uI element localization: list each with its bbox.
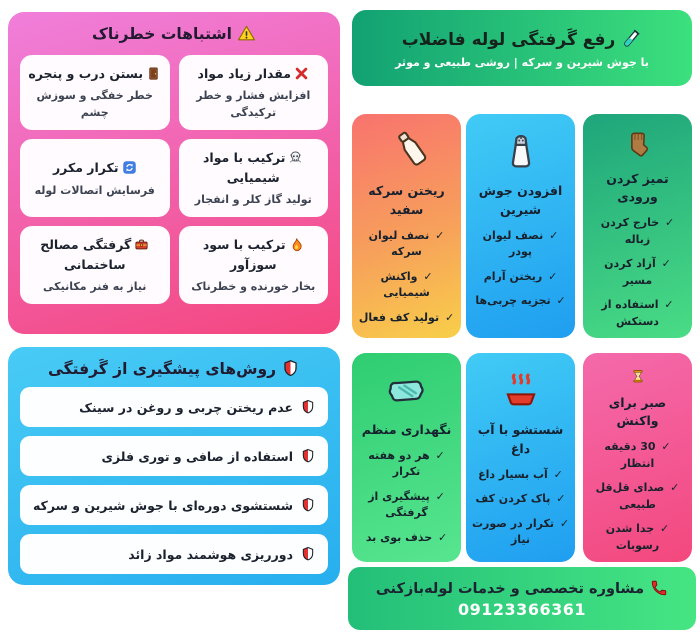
step-card-pour-vinegar — [352, 114, 461, 338]
warning-icon — [237, 24, 256, 43]
x-icon — [294, 66, 309, 81]
check-icon: ✓ — [553, 467, 563, 481]
glove-icon — [617, 130, 659, 160]
prevention-item: دورریزی هوشمند مواد زائد — [20, 534, 328, 574]
door-icon — [146, 66, 161, 81]
prevention-item: استفاده از صافی و توری فلزی — [20, 436, 328, 476]
contact-title: مشاوره تخصصی و خدمات لوله‌بازکنی — [376, 579, 668, 597]
prevention-card — [8, 347, 340, 585]
mistake-item: بستن درب و پنجره خطر خفگی و سوزش چشم — [20, 55, 170, 130]
check-icon: ✓ — [665, 216, 675, 229]
fire-icon — [289, 237, 304, 252]
step-title: افزودن جوش شیرین — [478, 183, 563, 217]
check-icon: ✓ — [548, 269, 558, 283]
toolbox-icon — [134, 237, 149, 252]
mistakes-grid — [20, 55, 328, 304]
mistake-desc: خطر خفگی و سوزش چشم — [36, 89, 153, 120]
vinegar-bottle-icon — [386, 130, 428, 172]
step-point: ✓ تکرار در صورت نیاز — [471, 516, 570, 546]
check-icon: ✓ — [556, 492, 566, 505]
repeat-icon — [122, 160, 137, 175]
step-title: نگهداری منظم — [361, 422, 452, 437]
sponge-icon — [386, 369, 428, 411]
mistake-item: گرفتگی مصالح ساختمانی نیاز به فنر مکانیکی — [20, 226, 170, 304]
step-point: ✓ خارج کردن زباله — [600, 216, 675, 246]
shield-icon — [300, 497, 316, 513]
prevention-title: روش‌های پیشگیری از گَرفتگی — [20, 359, 328, 378]
check-icon: ✓ — [661, 257, 671, 270]
step-point: ✓ جدا شدن رسوبات — [605, 522, 670, 552]
page-title-text: رفع گَرفتگی لوله فاضلاب — [401, 29, 616, 50]
shield-icon — [300, 448, 316, 464]
check-icon: ✓ — [556, 294, 566, 307]
check-icon: ✓ — [435, 228, 445, 242]
hourglass-icon — [617, 369, 659, 384]
shield-icon — [300, 546, 316, 562]
mistake-desc: افزایش فشار و خطر ترکیدگی — [196, 89, 311, 120]
step-point: ✓ آب بسیار داغ — [478, 467, 563, 481]
step-point: ✓ حذف بوی بد — [365, 530, 448, 544]
mistake-desc: تولید گاز کلر و انفجار — [194, 193, 312, 207]
header-card — [352, 10, 692, 86]
step-point: ✓ استفاده از دستکش — [601, 298, 674, 328]
step-point: ✓ نصف لیوان پودر — [482, 228, 559, 258]
salt-shaker-icon — [500, 130, 542, 172]
step-point: ✓ نصف لیوان سرکه — [368, 228, 445, 258]
shield-icon — [300, 399, 316, 415]
step-title: شستشو با آب داغ — [477, 422, 564, 456]
page-subtitle: با جوش شیرین و سرکه | روشی طبیعی و موثر — [395, 55, 649, 69]
step-title: ریختن سرکه سفید — [368, 183, 445, 217]
step-point: ✓ پاک کردن کف — [475, 492, 566, 505]
step-point: ✓ هر دو هفته تکرار — [368, 448, 445, 479]
mistake-item: ترکیب با سود سوزآور بخار خورنده و خطرناک — [179, 226, 329, 304]
phone-icon — [650, 579, 668, 597]
step-point: ✓ تولید کف فعال — [358, 310, 455, 324]
check-icon: ✓ — [423, 269, 433, 283]
check-icon: ✓ — [660, 522, 670, 535]
step-point: ✓ صدای قل‌قل طبیعی — [595, 481, 680, 511]
mistake-desc: فرسایش اتصالات لوله — [34, 183, 155, 197]
step-point: ✓ ریختن آرام — [483, 269, 558, 283]
mistakes-title: اشتباهات خطرناک — [20, 24, 328, 43]
check-icon: ✓ — [444, 310, 455, 324]
step-card-flush-hot-water — [466, 353, 575, 562]
step-title: تمیز کردن ورودی — [606, 170, 669, 205]
mistake-item: مقدار زیاد مواد افزایش فشار و خطر ترکیدگی — [179, 55, 329, 130]
check-icon: ✓ — [435, 489, 445, 503]
step-card-clean-inlet — [583, 114, 692, 338]
mistake-item: ترکیب با مواد شیمیایی تولید گاز کلر و انفجار — [179, 139, 329, 217]
step-point: ✓ 30 دقیقه انتظار — [604, 440, 671, 470]
check-icon: ✓ — [559, 516, 570, 530]
step-point: ✓ تجزیه چربی‌ها — [475, 294, 566, 307]
test-tube-icon — [620, 28, 642, 50]
skull-icon — [288, 150, 303, 165]
mistakes-card — [8, 12, 340, 334]
shield-icon — [281, 359, 300, 378]
step-point: ✓ آزاد کردن مسیر — [604, 257, 671, 287]
mistake-item: تکرار مکرر فرسایش اتصالات لوله — [20, 139, 170, 217]
hot-springs-icon — [500, 369, 542, 411]
step-card-regular-maintenance — [352, 353, 461, 562]
step-title: صبر برای واکنش — [608, 394, 667, 429]
check-icon: ✓ — [549, 228, 559, 242]
page-title — [402, 28, 643, 50]
check-icon: ✓ — [437, 530, 448, 544]
check-icon: ✓ — [664, 298, 674, 311]
mistake-desc: نیاز به فنر مکانیکی — [43, 280, 147, 294]
step-card-wait-for-reaction — [583, 353, 692, 562]
phone-number: 09123366361 — [458, 599, 586, 619]
prevention-item: شستشوی دوره‌ای با جوش شیرین و سرکه — [20, 485, 328, 525]
check-icon: ✓ — [435, 448, 445, 462]
mistake-desc: بخار خورنده و خطرناک — [191, 280, 316, 294]
contact-bar — [348, 567, 696, 630]
check-icon: ✓ — [661, 440, 671, 453]
step-point: ✓ پیشگیری از گرفتگی — [368, 489, 445, 520]
check-icon: ✓ — [670, 481, 680, 494]
step-point: ✓ واکنش شیمیایی — [380, 269, 433, 299]
step-card-add-baking-soda — [466, 114, 575, 338]
prevention-item: عدم ریختن چربی و روغن در سینک — [20, 387, 328, 427]
